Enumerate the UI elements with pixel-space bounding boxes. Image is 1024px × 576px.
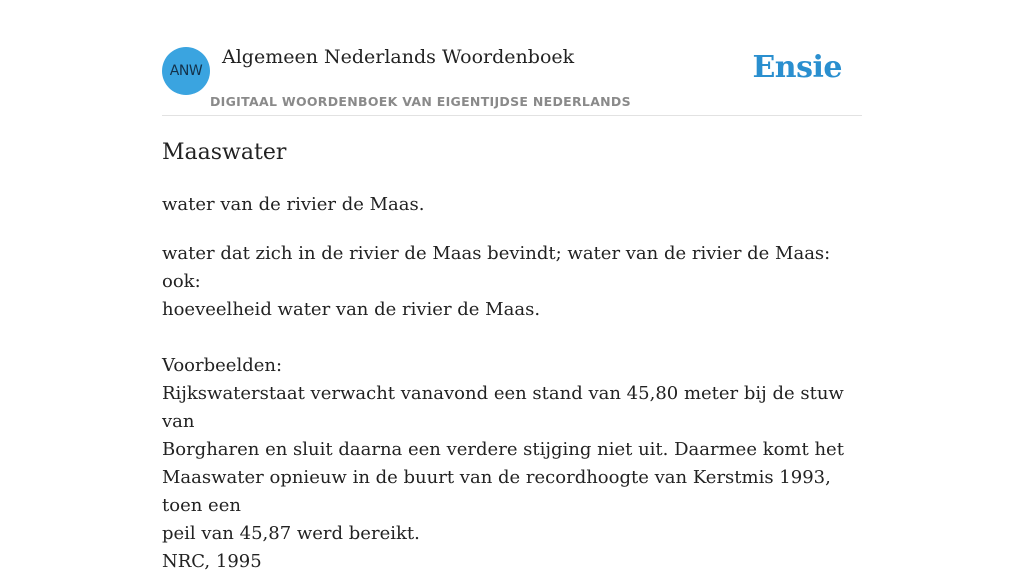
site-header [162, 46, 862, 116]
examples-label: Voorbeelden: [162, 355, 283, 376]
example-line: Borgharen en sluit daarna een verdere stijging niet uit. Daarmee komt het [162, 439, 844, 460]
definition-line: hoeveelheid water van de rivier de Maas. [162, 299, 541, 320]
site-title[interactable]: Algemeen Nederlands Woordenboek [222, 46, 575, 68]
header-divider [162, 115, 862, 116]
ensie-brand-logo[interactable]: Ensie [752, 50, 842, 85]
example-source: NRC, 1995 [162, 551, 262, 572]
example-line: peil van 45,87 werd bereikt. [162, 523, 420, 544]
paragraph-spacer [162, 324, 862, 352]
example-line: Rijkswaterstaat verwacht vanavond een stand van 45,80 meter bij de stuw van [162, 383, 844, 432]
definition-line: water dat zich in de rivier de Maas bevindt; water van de rivier de Maas: ook: [162, 243, 831, 292]
entry-headword: Maaswater [162, 140, 287, 165]
short-definition: water van de rivier de Maas. [162, 194, 425, 215]
anw-logo-text: ANW [169, 63, 203, 79]
anw-logo[interactable] [162, 47, 210, 95]
site-subtitle: DIGITAAL WOORDENBOEK VAN EIGENTIJDSE NEDERLANDS [210, 94, 631, 109]
entry-body [162, 240, 862, 576]
example-line: Maaswater opnieuw in de buurt van de recordhoogte van Kerstmis 1993, toen een [162, 467, 831, 516]
